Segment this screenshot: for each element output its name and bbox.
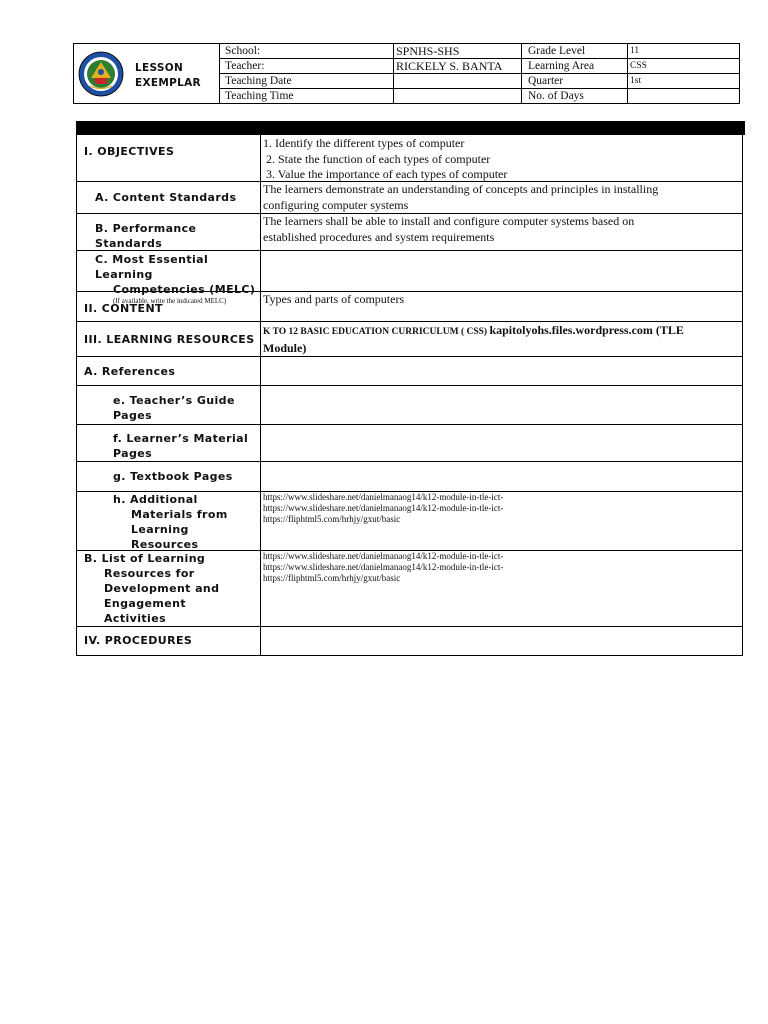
additional-materials-label — [77, 492, 261, 550]
performance-standards-label-1: B. Performance — [95, 222, 197, 235]
teacher-label: Teacher: — [219, 59, 394, 73]
melc-note: (If available, write the indicated MELC) — [113, 297, 227, 305]
performance-standards-line-2: established procedures and system requirements — [263, 229, 495, 244]
additional-materials-value — [262, 492, 742, 550]
list-resources-url-1[interactable]: https://www.slideshare.net/danielmanaog14/k12-module-in-tle-ict- — [263, 551, 504, 561]
header-row-teaching-date — [219, 74, 739, 89]
quarter-value[interactable]: 1st — [630, 76, 642, 86]
teaching-time-label: Teaching Time — [219, 89, 394, 103]
procedures-label: IV. PROCEDURES — [77, 627, 261, 655]
header-row-school — [219, 44, 739, 59]
textbook-label: g. Textbook Pages — [77, 462, 261, 491]
header-info-grid — [219, 44, 739, 103]
list-resources-label-2: Resources for — [104, 567, 195, 580]
additional-label-2: Materials from — [131, 508, 228, 521]
row-content — [77, 292, 742, 322]
row-learners-material — [77, 425, 742, 462]
header-row-teaching-time — [219, 89, 739, 104]
teachers-guide-label — [77, 386, 261, 424]
list-resources-url-2[interactable]: https://www.slideshare.net/danielmanaog14/k12-module-in-tle-ict- — [263, 562, 504, 572]
performance-standards-label-2: Standards — [95, 237, 163, 250]
module-text: Module) — [263, 340, 307, 355]
table-header-bar — [76, 121, 745, 135]
melc-label-2: Competencies (MELC) — [113, 283, 256, 296]
row-references — [77, 357, 742, 386]
lesson-exemplar-title — [135, 61, 201, 91]
list-resources-value — [262, 551, 742, 626]
objective-1: 1. Identify the different types of computer — [263, 136, 465, 150]
additional-url-2[interactable]: https://www.slideshare.net/danielmanaog14/k12-module-in-tle-ict- — [263, 503, 504, 513]
learning-area-label: Learning Area — [522, 59, 628, 73]
row-list-of-learning-resources — [77, 551, 742, 627]
list-resources-label-3: Development and — [104, 582, 220, 595]
row-objectives — [77, 135, 742, 182]
additional-url-1[interactable]: https://www.slideshare.net/danielmanaog14/k12-module-in-tle-ict- — [263, 492, 504, 502]
additional-label-1: h. Additional — [113, 493, 198, 506]
teacher-value[interactable]: RICKELY S. BANTA — [394, 59, 522, 73]
list-resources-url-3[interactable]: https://fliphtml5.com/hrhjy/gxut/basic — [263, 573, 401, 583]
teaching-date-value[interactable] — [394, 74, 522, 88]
row-procedures — [77, 627, 742, 656]
list-resources-label-1: B. List of Learning — [84, 552, 206, 565]
content-standards-line-2: configuring computer systems — [263, 197, 409, 212]
school-value[interactable]: SPNHS-SHS — [394, 44, 522, 58]
objectives-label: I. OBJECTIVES — [77, 135, 261, 181]
content-standards-label: A. Content Standards — [77, 182, 261, 213]
school-seal-icon — [78, 51, 124, 97]
learners-material-label-2: Pages — [113, 447, 153, 460]
learning-resources-value[interactable] — [262, 323, 742, 356]
lesson-header-table — [73, 43, 740, 104]
teachers-guide-label-1: e. Teacher’s Guide — [113, 394, 235, 407]
list-resources-label-4: Engagement — [104, 597, 186, 610]
references-value[interactable] — [262, 357, 742, 385]
quarter-label: Quarter — [522, 74, 628, 88]
title-line2: EXEMPLAR — [135, 77, 201, 89]
row-additional-materials — [77, 492, 742, 551]
performance-standards-line-1: The learners shall be able to install and configure computer systems based on — [263, 214, 635, 228]
grade-level-value[interactable]: 11 — [630, 46, 640, 56]
school-label: School: — [219, 44, 394, 58]
logo-cell — [74, 44, 220, 103]
grade-level-label: Grade Level — [522, 44, 628, 58]
title-line1: LESSON — [135, 62, 184, 74]
teaching-time-value[interactable] — [394, 89, 522, 103]
references-label: A. References — [77, 357, 261, 385]
objective-2: 2. State the function of each types of computer — [263, 151, 491, 166]
learners-material-label — [77, 425, 261, 461]
row-textbook — [77, 462, 742, 492]
content-standards-line-1: The learners demonstrate an understanding of concepts and principles in installing — [263, 182, 659, 196]
melc-label — [77, 251, 261, 305]
performance-standards-value[interactable] — [262, 214, 742, 250]
list-resources-label — [77, 551, 261, 626]
no-of-days-value[interactable] — [628, 89, 739, 103]
melc-value[interactable] — [262, 251, 742, 291]
objective-3: 3. Value the importance of each types of computer — [263, 167, 508, 181]
learners-material-label-1: f. Learner’s Material — [113, 432, 249, 445]
content-value[interactable]: Types and parts of computers — [263, 292, 405, 306]
procedures-value[interactable] — [262, 627, 742, 655]
no-of-days-label: No. of Days — [522, 89, 628, 103]
content-standards-value[interactable] — [262, 182, 742, 213]
row-performance-standards — [77, 214, 742, 251]
lesson-plan-table — [76, 135, 743, 656]
content-label: II. CONTENT — [77, 292, 261, 321]
row-learning-resources — [77, 322, 742, 357]
additional-label-3: Learning — [131, 523, 189, 536]
teachers-guide-value[interactable] — [262, 386, 742, 424]
additional-label-4: Resources — [131, 538, 199, 551]
teachers-guide-label-2: Pages — [113, 409, 153, 422]
curriculum-text: K TO 12 BASIC EDUCATION CURRICULUM ( CSS) — [263, 327, 490, 337]
objectives-value[interactable] — [262, 136, 742, 181]
melc-label-1: C. Most Essential Learning — [95, 253, 209, 281]
learners-material-value[interactable] — [262, 425, 742, 461]
row-teachers-guide — [77, 386, 742, 425]
module-link-text: kapitolyohs.files.wordpress.com (TLE — [489, 323, 684, 337]
header-row-teacher — [219, 59, 739, 74]
performance-standards-label — [77, 214, 261, 250]
list-resources-label-5: Activities — [104, 612, 167, 625]
learning-resources-label: III. LEARNING RESOURCES — [77, 322, 261, 356]
row-content-standards — [77, 182, 742, 214]
additional-url-3[interactable]: https://fliphtml5.com/hrhjy/gxut/basic — [263, 514, 401, 524]
learning-area-value[interactable]: CSS — [630, 61, 647, 71]
teaching-date-label: Teaching Date — [219, 74, 394, 88]
textbook-value[interactable] — [262, 462, 742, 491]
